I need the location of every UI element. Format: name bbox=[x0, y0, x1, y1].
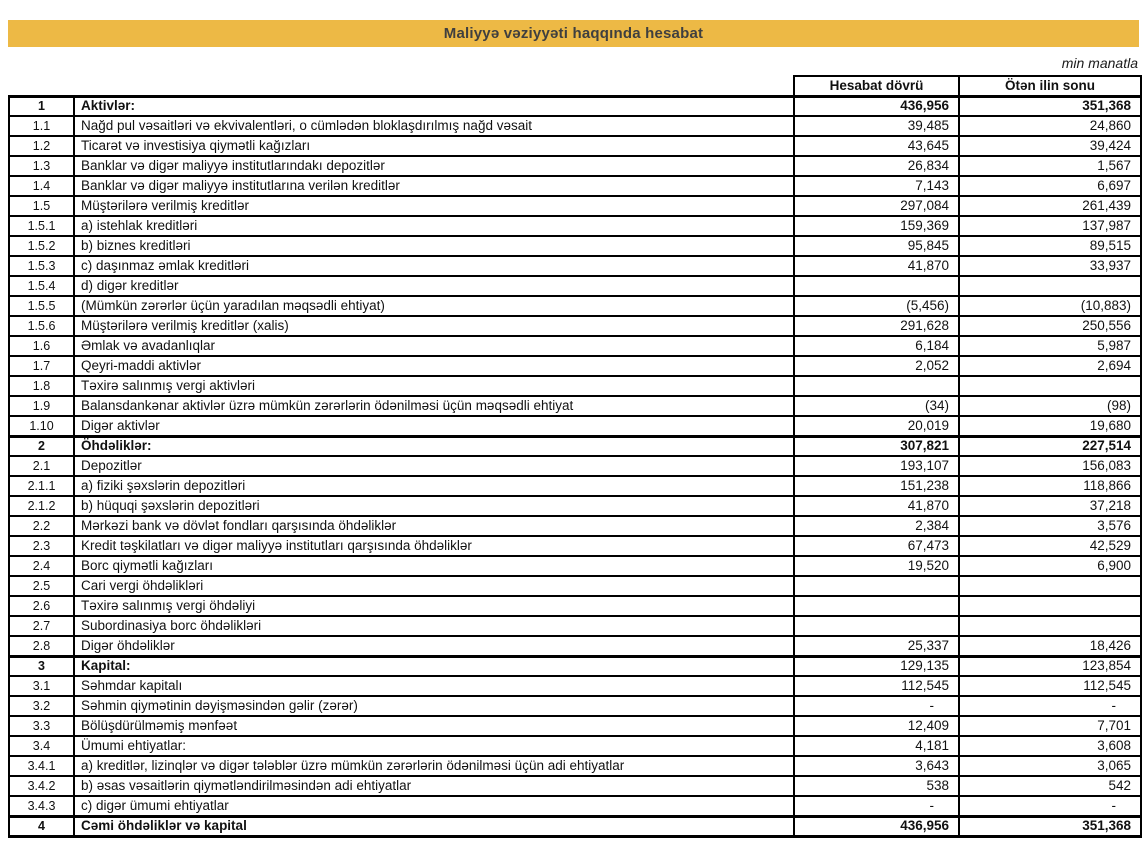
table-header bbox=[9, 76, 1141, 96]
row-label: Kredit təşkilatları və digər maliyyə institutları qarşısında öhdəliklər bbox=[74, 536, 794, 556]
row-value-previous: 3,576 bbox=[959, 516, 1141, 536]
row-label: Əmlak və avadanlıqlar bbox=[74, 336, 794, 356]
row-value-current: 129,135 bbox=[794, 656, 959, 676]
row-number: 1.5.4 bbox=[9, 276, 74, 296]
row-value-previous: 123,854 bbox=[959, 656, 1141, 676]
row-number: 1.6 bbox=[9, 336, 74, 356]
row-value-previous: 7,701 bbox=[959, 716, 1141, 736]
header-blank-label bbox=[74, 76, 794, 96]
row-value-current bbox=[794, 576, 959, 596]
row-label: a) istehlak kreditləri bbox=[74, 216, 794, 236]
row-value-previous: 2,694 bbox=[959, 356, 1141, 376]
table-row bbox=[9, 296, 1141, 316]
row-value-current: - bbox=[794, 696, 959, 716]
row-value-current: (34) bbox=[794, 396, 959, 416]
unit-note: min manatla bbox=[1061, 55, 1138, 71]
row-value-current: 26,834 bbox=[794, 156, 959, 176]
table-row bbox=[9, 236, 1141, 256]
row-value-current: 20,019 bbox=[794, 416, 959, 436]
row-value-previous: 19,680 bbox=[959, 416, 1141, 436]
row-value-previous bbox=[959, 616, 1141, 636]
row-label: Kapital: bbox=[74, 656, 794, 676]
table-row bbox=[9, 436, 1141, 456]
row-label: b) biznes kreditləri bbox=[74, 236, 794, 256]
row-value-current: 7,143 bbox=[794, 176, 959, 196]
row-value-current bbox=[794, 276, 959, 296]
row-number: 1.4 bbox=[9, 176, 74, 196]
col-header-current-period: Hesabat dövrü bbox=[794, 76, 959, 96]
row-label: b) hüquqi şəxslərin depozitləri bbox=[74, 496, 794, 516]
row-value-previous: 39,424 bbox=[959, 136, 1141, 156]
table-row bbox=[9, 616, 1141, 636]
row-value-previous: (10,883) bbox=[959, 296, 1141, 316]
row-label: Ticarət və investisiya qiymətli kağızları bbox=[74, 136, 794, 156]
row-label: a) kreditlər, lizinqlər və digər tələblər üzrə mümkün zərərlərin ödənilməsi üçün adi ehtiyatlar bbox=[74, 756, 794, 776]
table-body bbox=[9, 96, 1141, 836]
row-value-current bbox=[794, 376, 959, 396]
row-value-current: 538 bbox=[794, 776, 959, 796]
row-number: 1.1 bbox=[9, 116, 74, 136]
table-row bbox=[9, 196, 1141, 216]
row-label: Depozitlər bbox=[74, 456, 794, 476]
row-value-current: 436,956 bbox=[794, 816, 959, 836]
row-number: 1.5.3 bbox=[9, 256, 74, 276]
row-number: 2.4 bbox=[9, 556, 74, 576]
row-number: 2.1.1 bbox=[9, 476, 74, 496]
table-row bbox=[9, 376, 1141, 396]
row-number: 2.7 bbox=[9, 616, 74, 636]
row-label: Müştərilərə verilmiş kreditlər (xalis) bbox=[74, 316, 794, 336]
row-label: Subordinasiya borc öhdəlikləri bbox=[74, 616, 794, 636]
row-label: Cəmi öhdəliklər və kapital bbox=[74, 816, 794, 836]
table-row bbox=[9, 356, 1141, 376]
row-value-current: 112,545 bbox=[794, 676, 959, 696]
row-number: 1.5.2 bbox=[9, 236, 74, 256]
table-row bbox=[9, 596, 1141, 616]
row-number: 2.8 bbox=[9, 636, 74, 656]
row-label: Digər öhdəliklər bbox=[74, 636, 794, 656]
table-header-row bbox=[9, 76, 1141, 96]
row-value-previous: 5,987 bbox=[959, 336, 1141, 356]
row-label: Səhmdar kapitalı bbox=[74, 676, 794, 696]
row-value-previous bbox=[959, 576, 1141, 596]
row-value-current bbox=[794, 616, 959, 636]
row-number: 3.4.1 bbox=[9, 756, 74, 776]
table-row bbox=[9, 116, 1141, 136]
row-value-current: (5,456) bbox=[794, 296, 959, 316]
row-number: 1 bbox=[9, 96, 74, 116]
row-label: Qeyri-maddi aktivlər bbox=[74, 356, 794, 376]
table-row bbox=[9, 756, 1141, 776]
row-value-previous: 227,514 bbox=[959, 436, 1141, 456]
row-value-previous: 3,065 bbox=[959, 756, 1141, 776]
table-row bbox=[9, 696, 1141, 716]
row-label: Mərkəzi bank və dövlət fondları qarşısında öhdəliklər bbox=[74, 516, 794, 536]
row-value-current: 4,181 bbox=[794, 736, 959, 756]
table-row bbox=[9, 176, 1141, 196]
row-number: 1.5 bbox=[9, 196, 74, 216]
row-number: 2 bbox=[9, 436, 74, 456]
table-row bbox=[9, 216, 1141, 236]
row-value-previous: - bbox=[959, 796, 1141, 816]
row-value-previous: 542 bbox=[959, 776, 1141, 796]
row-value-previous: 24,860 bbox=[959, 116, 1141, 136]
row-label: Öhdəliklər: bbox=[74, 436, 794, 456]
row-label: Banklar və digər maliyyə institutlarındakı depozitlər bbox=[74, 156, 794, 176]
row-value-previous: 112,545 bbox=[959, 676, 1141, 696]
row-value-current: 2,384 bbox=[794, 516, 959, 536]
row-value-previous: 89,515 bbox=[959, 236, 1141, 256]
table-row bbox=[9, 316, 1141, 336]
row-label: (Mümkün zərərlər üçün yaradılan məqsədli ehtiyat) bbox=[74, 296, 794, 316]
row-value-previous: 1,567 bbox=[959, 156, 1141, 176]
row-label: Təxirə salınmış vergi aktivləri bbox=[74, 376, 794, 396]
row-label: b) əsas vəsaitlərin qiymətləndirilməsindən adi ehtiyatlar bbox=[74, 776, 794, 796]
table-row bbox=[9, 556, 1141, 576]
row-number: 3.4.3 bbox=[9, 796, 74, 816]
table-row bbox=[9, 536, 1141, 556]
row-label: Səhmin qiymətinin dəyişməsindən gəlir (zərər) bbox=[74, 696, 794, 716]
row-value-current: 25,337 bbox=[794, 636, 959, 656]
row-value-previous: - bbox=[959, 696, 1141, 716]
row-value-previous bbox=[959, 376, 1141, 396]
row-number: 3.2 bbox=[9, 696, 74, 716]
table-row bbox=[9, 776, 1141, 796]
table-row bbox=[9, 676, 1141, 696]
table-row bbox=[9, 496, 1141, 516]
table-row bbox=[9, 636, 1141, 656]
row-value-current: 159,369 bbox=[794, 216, 959, 236]
row-number: 1.9 bbox=[9, 396, 74, 416]
row-value-current: 39,485 bbox=[794, 116, 959, 136]
row-value-previous: 156,083 bbox=[959, 456, 1141, 476]
row-value-previous: 3,608 bbox=[959, 736, 1141, 756]
row-value-current: 41,870 bbox=[794, 256, 959, 276]
row-number: 1.2 bbox=[9, 136, 74, 156]
row-value-current: 307,821 bbox=[794, 436, 959, 456]
row-value-current: 297,084 bbox=[794, 196, 959, 216]
row-number: 3.1 bbox=[9, 676, 74, 696]
row-number: 2.1.2 bbox=[9, 496, 74, 516]
row-value-current: 43,645 bbox=[794, 136, 959, 156]
row-number: 1.7 bbox=[9, 356, 74, 376]
table-row bbox=[9, 276, 1141, 296]
row-value-current: 151,238 bbox=[794, 476, 959, 496]
row-label: Ümumi ehtiyatlar: bbox=[74, 736, 794, 756]
row-value-current: 41,870 bbox=[794, 496, 959, 516]
row-number: 1.8 bbox=[9, 376, 74, 396]
row-label: Nağd pul vəsaitləri və ekvivalentləri, o cümlədən bloklaşdırılmış nağd vəsait bbox=[74, 116, 794, 136]
row-value-previous: (98) bbox=[959, 396, 1141, 416]
table-row bbox=[9, 456, 1141, 476]
row-number: 3.3 bbox=[9, 716, 74, 736]
table-row bbox=[9, 256, 1141, 276]
page-title: Maliyyə vəziyyəti haqqında hesabat bbox=[443, 25, 704, 42]
table-row bbox=[9, 156, 1141, 176]
row-number: 1.5.6 bbox=[9, 316, 74, 336]
row-label: Digər aktivlər bbox=[74, 416, 794, 436]
table-row bbox=[9, 796, 1141, 816]
table-row bbox=[9, 136, 1141, 156]
row-value-previous: 18,426 bbox=[959, 636, 1141, 656]
row-number: 1.10 bbox=[9, 416, 74, 436]
row-value-previous: 261,439 bbox=[959, 196, 1141, 216]
row-number: 3 bbox=[9, 656, 74, 676]
row-value-previous: 137,987 bbox=[959, 216, 1141, 236]
row-value-previous bbox=[959, 596, 1141, 616]
row-label: Banklar və digər maliyyə institutlarına verilən kreditlər bbox=[74, 176, 794, 196]
row-label: Cari vergi öhdəlikləri bbox=[74, 576, 794, 596]
row-value-current: 291,628 bbox=[794, 316, 959, 336]
row-value-current: 19,520 bbox=[794, 556, 959, 576]
row-value-current: 436,956 bbox=[794, 96, 959, 116]
row-value-current: 12,409 bbox=[794, 716, 959, 736]
row-number: 1.5.5 bbox=[9, 296, 74, 316]
table-row bbox=[9, 96, 1141, 116]
row-value-previous: 6,697 bbox=[959, 176, 1141, 196]
row-value-previous: 42,529 bbox=[959, 536, 1141, 556]
row-label: Aktivlər: bbox=[74, 96, 794, 116]
row-value-previous: 250,556 bbox=[959, 316, 1141, 336]
row-label: Bölüşdürülməmiş mənfəət bbox=[74, 716, 794, 736]
row-label: a) fiziki şəxslərin depozitləri bbox=[74, 476, 794, 496]
row-value-previous: 351,368 bbox=[959, 816, 1141, 836]
row-number: 1.3 bbox=[9, 156, 74, 176]
row-number: 2.5 bbox=[9, 576, 74, 596]
row-value-current: 3,643 bbox=[794, 756, 959, 776]
row-number: 1.5.1 bbox=[9, 216, 74, 236]
table-row bbox=[9, 816, 1141, 836]
table-row bbox=[9, 736, 1141, 756]
row-value-current: 193,107 bbox=[794, 456, 959, 476]
row-value-current: 2,052 bbox=[794, 356, 959, 376]
row-label: Müştərilərə verilmiş kreditlər bbox=[74, 196, 794, 216]
table-row bbox=[9, 716, 1141, 736]
row-number: 2.1 bbox=[9, 456, 74, 476]
row-value-current: 95,845 bbox=[794, 236, 959, 256]
row-label: c) digər ümumi ehtiyatlar bbox=[74, 796, 794, 816]
row-number: 2.6 bbox=[9, 596, 74, 616]
table-row bbox=[9, 576, 1141, 596]
row-label: Təxirə salınmış vergi öhdəliyi bbox=[74, 596, 794, 616]
row-value-previous bbox=[959, 276, 1141, 296]
table-row bbox=[9, 336, 1141, 356]
row-number: 3.4.2 bbox=[9, 776, 74, 796]
row-value-current bbox=[794, 596, 959, 616]
row-number: 2.2 bbox=[9, 516, 74, 536]
table-row bbox=[9, 516, 1141, 536]
row-number: 2.3 bbox=[9, 536, 74, 556]
row-value-previous: 37,218 bbox=[959, 496, 1141, 516]
financial-statement-table bbox=[8, 75, 1142, 838]
row-number: 3.4 bbox=[9, 736, 74, 756]
row-label: c) daşınmaz əmlak kreditləri bbox=[74, 256, 794, 276]
table-row bbox=[9, 656, 1141, 676]
row-label: Borc qiymətli kağızları bbox=[74, 556, 794, 576]
table-row bbox=[9, 476, 1141, 496]
row-label: Balansdankənar aktivlər üzrə mümkün zərərlərin ödənilməsi üçün məqsədli ehtiyat bbox=[74, 396, 794, 416]
header-blank-number bbox=[9, 76, 74, 96]
row-value-previous: 118,866 bbox=[959, 476, 1141, 496]
row-label: d) digər kreditlər bbox=[74, 276, 794, 296]
row-value-current: - bbox=[794, 796, 959, 816]
row-value-previous: 33,937 bbox=[959, 256, 1141, 276]
row-number: 4 bbox=[9, 816, 74, 836]
row-value-current: 67,473 bbox=[794, 536, 959, 556]
col-header-previous-period: Ötən ilin sonu bbox=[959, 76, 1141, 96]
row-value-current: 6,184 bbox=[794, 336, 959, 356]
report-title-bar bbox=[8, 20, 1139, 47]
table-row bbox=[9, 396, 1141, 416]
row-value-previous: 351,368 bbox=[959, 96, 1141, 116]
table-row bbox=[9, 416, 1141, 436]
row-value-previous: 6,900 bbox=[959, 556, 1141, 576]
